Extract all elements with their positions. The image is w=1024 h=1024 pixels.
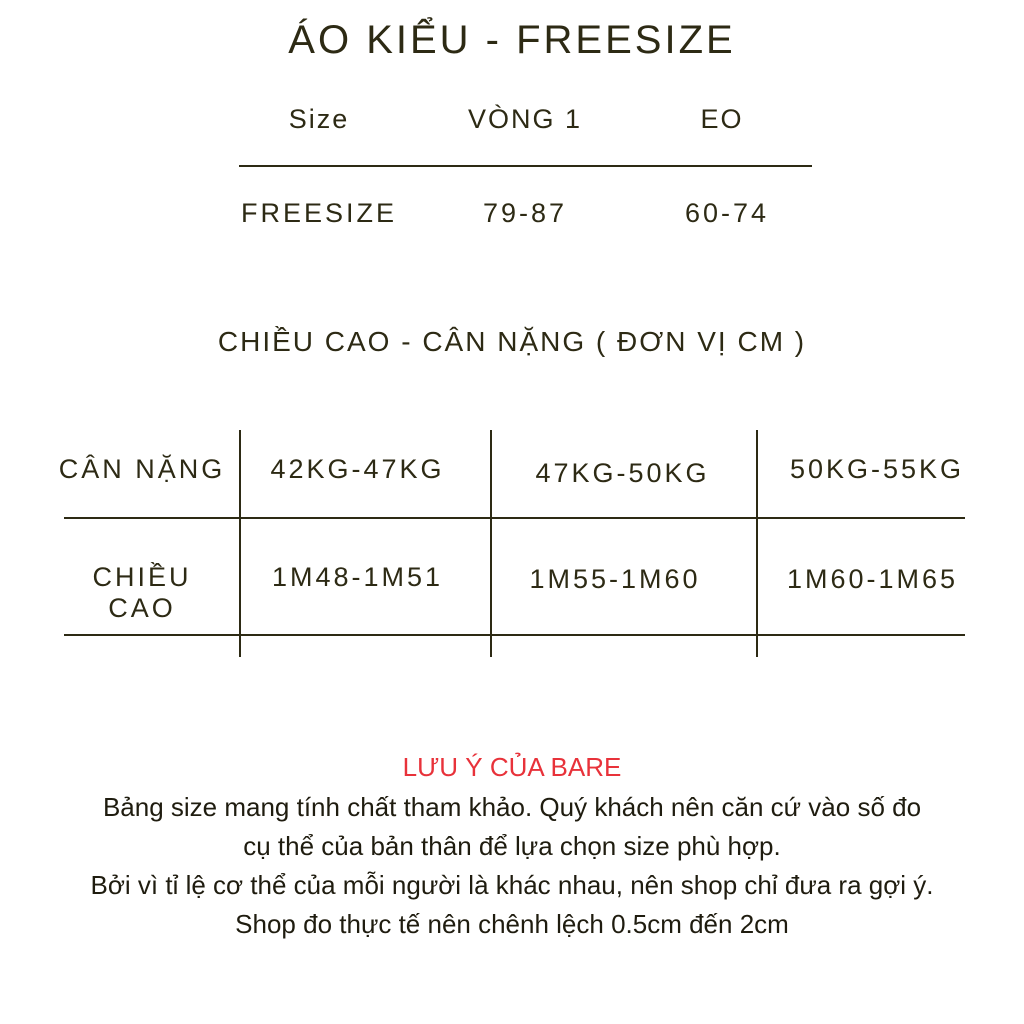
eo-header: EO <box>700 104 744 134</box>
vong1-value: 79-87 <box>482 198 568 228</box>
size-header: Size <box>288 104 350 134</box>
grid-vline <box>239 430 241 657</box>
weight-value: 47KG-50KG <box>535 458 710 488</box>
note-title: LƯU Ý CỦA BARE <box>402 752 622 782</box>
grid-hline <box>64 517 965 519</box>
measure-subtitle: CHIỀU CAO - CÂN NẶNG ( ĐƠN VỊ CM ) <box>217 326 807 357</box>
vong1-header: VÒNG 1 <box>467 104 583 134</box>
grid-hline <box>64 634 965 636</box>
size-value: FREESIZE <box>240 198 398 228</box>
page-title: ÁO KIỂU - FREESIZE <box>288 18 736 62</box>
height-value: 1M60-1M65 <box>786 564 959 594</box>
note-line: Bảng size mang tính chất tham khảo. Quý khách nên căn cứ vào số đo <box>102 792 922 822</box>
weight-value: 50KG-55KG <box>789 454 965 484</box>
height-value: 1M48-1M51 <box>271 562 444 592</box>
note-line: Shop đo thực tế nên chênh lệch 0.5cm đến 2cm <box>235 909 789 939</box>
eo-value: 60-74 <box>684 198 770 228</box>
height-label: CHIỀU CAO <box>92 562 192 623</box>
height-value: 1M55-1M60 <box>529 564 701 594</box>
weight-value: 42KG-47KG <box>270 454 445 484</box>
note-line: Bởi vì tỉ lệ cơ thể của mỗi người là khác nhau, nên shop chỉ đưa ra gợi ý. <box>90 870 934 900</box>
size-table-divider <box>239 165 812 167</box>
grid-vline <box>490 430 492 657</box>
note-line: cụ thể của bản thân để lựa chọn size phù hợp. <box>243 831 781 861</box>
grid-vline <box>756 430 758 657</box>
weight-label: CÂN NẶNG <box>58 454 226 484</box>
